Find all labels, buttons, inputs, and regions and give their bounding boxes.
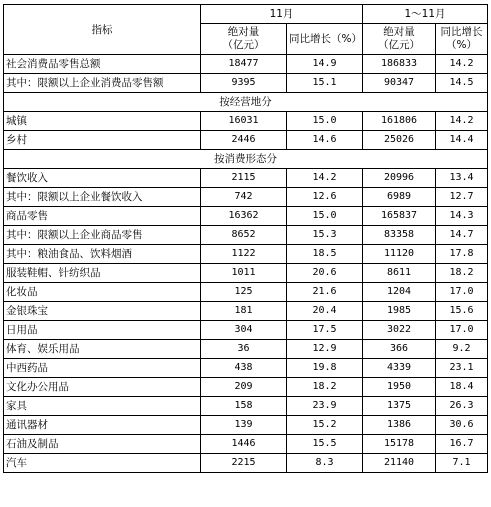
- row-label: 餐饮收入: [4, 169, 201, 188]
- november-yoy-growth: 15.2: [287, 416, 363, 435]
- ytd-abs-value: 165837: [363, 207, 436, 226]
- november-yoy-growth: 21.6: [287, 283, 363, 302]
- ytd-yoy-growth: 16.7: [436, 435, 488, 454]
- row-label: 其中：限额以上企业餐饮收入: [4, 188, 201, 207]
- row-label: 商品零售: [4, 207, 201, 226]
- november-yoy-growth: 12.6: [287, 188, 363, 207]
- november-yoy-growth: 14.6: [287, 131, 363, 150]
- row-label: 体育、娱乐用品: [4, 340, 201, 359]
- row-label: 化妆品: [4, 283, 201, 302]
- november-abs-value: 36: [201, 340, 287, 359]
- ytd-abs-value: 3022: [363, 321, 436, 340]
- row-label: 服装鞋帽、针纺织品: [4, 264, 201, 283]
- header-yoy-growth-ytd: 同比增长 （%）: [436, 24, 488, 55]
- ytd-yoy-growth: 7.1: [436, 454, 488, 473]
- table-row: [4, 74, 488, 93]
- table-row: [4, 226, 488, 245]
- ytd-abs-value: 83358: [363, 226, 436, 245]
- november-yoy-growth: 20.6: [287, 264, 363, 283]
- ytd-yoy-growth: 14.2: [436, 112, 488, 131]
- row-label: 其中：粮油食品、饮料烟酒: [4, 245, 201, 264]
- ytd-abs-value: 20996: [363, 169, 436, 188]
- ytd-yoy-growth: 17.0: [436, 283, 488, 302]
- row-label: 金银珠宝: [4, 302, 201, 321]
- ytd-yoy-growth: 18.4: [436, 378, 488, 397]
- row-label: 社会消费品零售总额: [4, 55, 201, 74]
- row-label: 中西药品: [4, 359, 201, 378]
- row-label: 其中：限额以上企业商品零售: [4, 226, 201, 245]
- ytd-abs-value: 4339: [363, 359, 436, 378]
- ytd-abs-value: 90347: [363, 74, 436, 93]
- row-label: 城镇: [4, 112, 201, 131]
- november-yoy-growth: 18.5: [287, 245, 363, 264]
- header-abs-value-ytd: 绝对量 （亿元）: [363, 24, 436, 55]
- ytd-abs-value: 1386: [363, 416, 436, 435]
- november-yoy-growth: 14.2: [287, 169, 363, 188]
- november-abs-value: 181: [201, 302, 287, 321]
- november-abs-value: 209: [201, 378, 287, 397]
- ytd-abs-value: 21140: [363, 454, 436, 473]
- ytd-yoy-growth: 17.0: [436, 321, 488, 340]
- ytd-abs-value: 366: [363, 340, 436, 359]
- section-row: [4, 150, 488, 169]
- ytd-abs-value: 1985: [363, 302, 436, 321]
- november-abs-value: 1011: [201, 264, 287, 283]
- ytd-yoy-growth: 12.7: [436, 188, 488, 207]
- ytd-yoy-growth: 18.2: [436, 264, 488, 283]
- november-yoy-growth: 15.5: [287, 435, 363, 454]
- ytd-abs-value: 15178: [363, 435, 436, 454]
- ytd-yoy-growth: 17.8: [436, 245, 488, 264]
- november-yoy-growth: 15.1: [287, 74, 363, 93]
- row-label: 汽车: [4, 454, 201, 473]
- retail-sales-table-container: [3, 4, 488, 473]
- ytd-abs-value: 11120: [363, 245, 436, 264]
- november-abs-value: 8652: [201, 226, 287, 245]
- november-yoy-growth: 20.4: [287, 302, 363, 321]
- november-abs-value: 304: [201, 321, 287, 340]
- ytd-abs-value: 6989: [363, 188, 436, 207]
- november-abs-value: 1446: [201, 435, 287, 454]
- november-yoy-growth: 12.9: [287, 340, 363, 359]
- table-row: [4, 397, 488, 416]
- table-row: [4, 454, 488, 473]
- ytd-yoy-growth: 14.2: [436, 55, 488, 74]
- ytd-yoy-growth: 9.2: [436, 340, 488, 359]
- row-label: 家具: [4, 397, 201, 416]
- table-row: [4, 131, 488, 150]
- november-abs-value: 125: [201, 283, 287, 302]
- ytd-yoy-growth: 26.3: [436, 397, 488, 416]
- ytd-yoy-growth: 30.6: [436, 416, 488, 435]
- table-row: [4, 264, 488, 283]
- november-abs-value: 2215: [201, 454, 287, 473]
- table-row: [4, 416, 488, 435]
- retail-sales-table: [3, 4, 488, 473]
- november-yoy-growth: 15.3: [287, 226, 363, 245]
- header-period-november: 11月: [201, 5, 363, 24]
- table-row: [4, 188, 488, 207]
- header-row-periods: [4, 5, 488, 24]
- ytd-yoy-growth: 23.1: [436, 359, 488, 378]
- row-label: 乡村: [4, 131, 201, 150]
- november-abs-value: 158: [201, 397, 287, 416]
- november-yoy-growth: 17.5: [287, 321, 363, 340]
- ytd-yoy-growth: 15.6: [436, 302, 488, 321]
- november-abs-value: 16362: [201, 207, 287, 226]
- ytd-yoy-growth: 14.3: [436, 207, 488, 226]
- table-row: [4, 302, 488, 321]
- november-abs-value: 9395: [201, 74, 287, 93]
- table-row: [4, 283, 488, 302]
- november-yoy-growth: 15.0: [287, 207, 363, 226]
- header-yoy-growth: 同比增长（%）: [287, 24, 363, 55]
- november-yoy-growth: 8.3: [287, 454, 363, 473]
- november-abs-value: 2115: [201, 169, 287, 188]
- ytd-abs-value: 186833: [363, 55, 436, 74]
- header-period-jan-nov: 1～11月: [363, 5, 488, 24]
- table-row: [4, 435, 488, 454]
- november-yoy-growth: 23.9: [287, 397, 363, 416]
- table-row: [4, 378, 488, 397]
- november-abs-value: 2446: [201, 131, 287, 150]
- table-row: [4, 359, 488, 378]
- november-abs-value: 18477: [201, 55, 287, 74]
- header-abs-value: 绝对量 （亿元）: [201, 24, 287, 55]
- row-label: 日用品: [4, 321, 201, 340]
- row-label: 文化办公用品: [4, 378, 201, 397]
- november-abs-value: 742: [201, 188, 287, 207]
- november-yoy-growth: 19.8: [287, 359, 363, 378]
- ytd-abs-value: 161806: [363, 112, 436, 131]
- november-abs-value: 16031: [201, 112, 287, 131]
- table-row: [4, 207, 488, 226]
- section-label: 按经营地分: [4, 93, 488, 112]
- table-row: [4, 112, 488, 131]
- november-yoy-growth: 14.9: [287, 55, 363, 74]
- table-row: [4, 55, 488, 74]
- ytd-abs-value: 8611: [363, 264, 436, 283]
- row-label: 其中：限额以上企业消费品零售额: [4, 74, 201, 93]
- header-indicator: 指标: [4, 5, 201, 55]
- table-row: [4, 340, 488, 359]
- row-label: 通讯器材: [4, 416, 201, 435]
- ytd-abs-value: 25026: [363, 131, 436, 150]
- november-abs-value: 1122: [201, 245, 287, 264]
- table-row: [4, 169, 488, 188]
- november-abs-value: 139: [201, 416, 287, 435]
- section-row: [4, 93, 488, 112]
- ytd-yoy-growth: 14.4: [436, 131, 488, 150]
- section-label: 按消费形态分: [4, 150, 488, 169]
- table-row: [4, 321, 488, 340]
- ytd-abs-value: 1204: [363, 283, 436, 302]
- ytd-yoy-growth: 13.4: [436, 169, 488, 188]
- table-row: [4, 245, 488, 264]
- ytd-abs-value: 1375: [363, 397, 436, 416]
- ytd-yoy-growth: 14.7: [436, 226, 488, 245]
- november-abs-value: 438: [201, 359, 287, 378]
- november-yoy-growth: 15.0: [287, 112, 363, 131]
- ytd-yoy-growth: 14.5: [436, 74, 488, 93]
- november-yoy-growth: 18.2: [287, 378, 363, 397]
- row-label: 石油及制品: [4, 435, 201, 454]
- ytd-abs-value: 1950: [363, 378, 436, 397]
